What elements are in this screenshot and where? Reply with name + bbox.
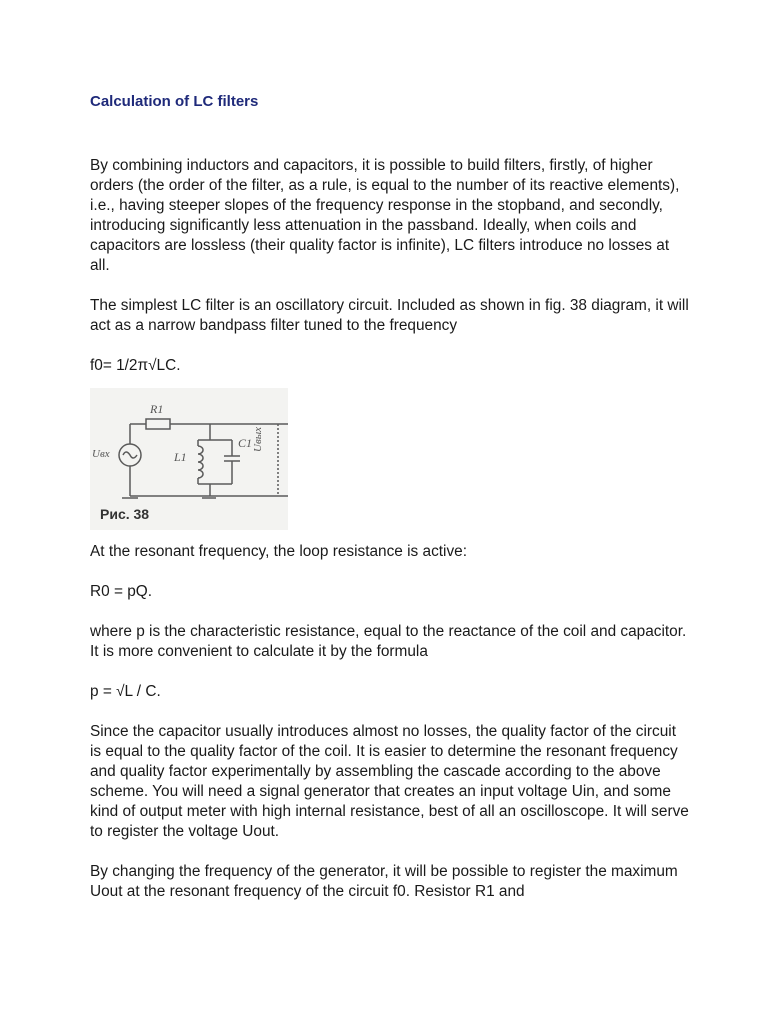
formula-r0: R0 = pQ.: [90, 583, 153, 600]
formula-resonant-frequency: f0= 1/2π√LC.: [90, 357, 181, 374]
figure-caption: Рис. 38: [100, 506, 150, 522]
label-u-in: Uвх: [92, 448, 110, 460]
paragraph-resonant-resistance: At the resonant frequency, the loop resistance is active:: [90, 543, 467, 560]
paragraph-characteristic-resistance: where p is the characteristic resistance, equal to the reactance of the coil and capacitor. It is more convenient to calculate it by the formula: [90, 623, 687, 660]
paragraph-quality-factor: Since the capacitor usually introduces almost no losses, the quality factor of the circuit is equal to the quality factor of the coil. It is easier to determine the resonant frequency and quality factor experimentally by assembling the cascade according to the above scheme. You will need a signal generator that creates an input voltage Uin, and some kind of output meter with high internal resistance, best of all an oscilloscope. It will serve to register the voltage Uout.: [90, 723, 689, 840]
document-title: Calculation of LC filters: [90, 93, 259, 110]
label-l1: L1: [174, 450, 187, 464]
formula-p: p = √L / C.: [90, 683, 161, 700]
document-page: [90, 92, 690, 902]
paragraph-intro: By combining inductors and capacitors, it is possible to build filters, firstly, of higher orders (the order of the filter, as a rule, is equal to the number of its reactive elements), i.e., having steeper slopes of the frequency response in the stopband, and secondly, introducing significantly less attenuation in the passband. Ideally, when coils and capacitors are lossless (their quality factor is infinite), LC filters introduce no losses at all.: [90, 157, 680, 274]
paragraph-frequency-change: By changing the frequency of the generator, it will be possible to register the maximum Uout at the resonant frequency of the circuit f0. Resistor R1 and: [90, 863, 678, 900]
label-u-out: Uвых: [252, 426, 264, 452]
resistor-r1: [146, 419, 170, 429]
circuit-diagram-figure: [90, 388, 288, 530]
label-c1: C1: [238, 436, 253, 450]
inductor-l1: [198, 446, 203, 478]
label-r1: R1: [150, 402, 164, 416]
paragraph-simplest-filter: The simplest LC filter is an oscillatory circuit. Included as shown in fig. 38 diagram, it will act as a narrow bandpass filter tuned to the frequency: [90, 297, 689, 334]
